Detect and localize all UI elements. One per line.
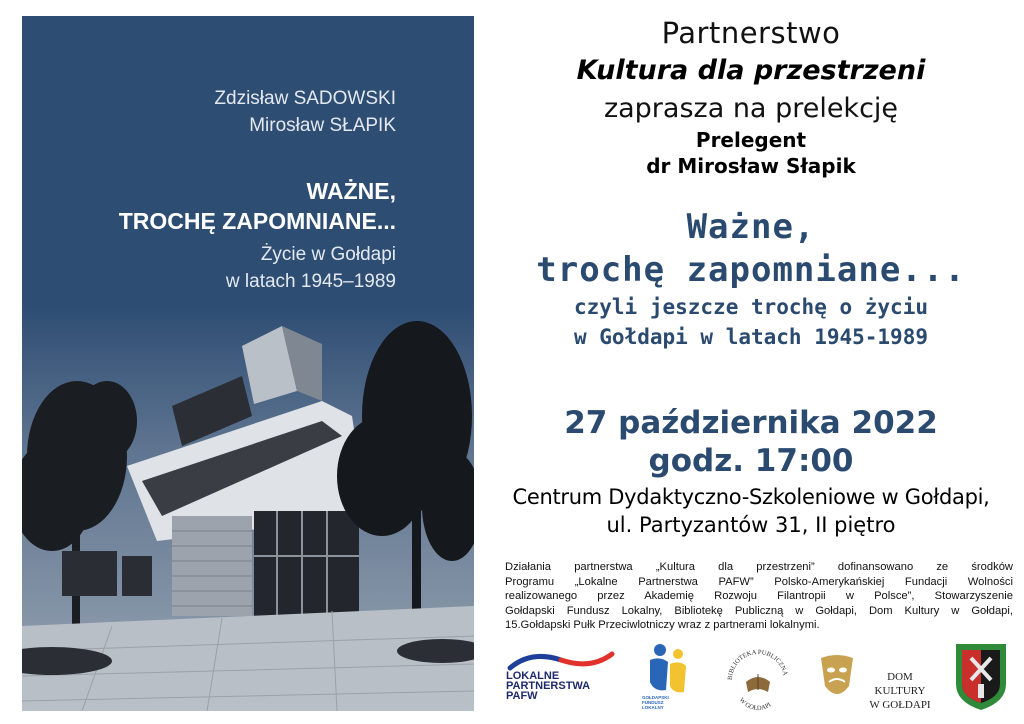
pafw-line-3: PAFW (506, 690, 538, 702)
pulk-shield-icon (953, 640, 1009, 712)
event-address: ul. Partyzantów 31, II piętro (606, 513, 896, 537)
biblioteka-city: W GOŁDAPI (737, 696, 773, 712)
lecture-title-line-1: Ważne, (686, 207, 816, 247)
dk-line-1: DOM KULTURY (874, 671, 926, 697)
gfl-line-1: GOŁDAPSKI (642, 695, 669, 700)
gfl-logo (640, 642, 696, 708)
funding-line: Programu „Lokalne Partnerstwa PAFW” Polsko-Amerykańskiej Fundacji Wolności (505, 575, 1013, 588)
cover-title-line-1: WAŻNE, (306, 178, 396, 204)
invitation-text: zaprasza na prelekcję (603, 93, 899, 124)
event-date: 27 października 2022 (564, 405, 938, 441)
speaker-label: Prelegent (695, 128, 807, 152)
lecture-title-line-2: trochę zapomniane... (536, 250, 966, 290)
cover-author-2: Mirosław SŁAPIK (249, 115, 396, 136)
dk-line-2: W GOŁDAPI (869, 699, 931, 711)
funding-note (505, 560, 1013, 633)
theatre-mask-icon (815, 650, 859, 708)
biblioteka-name: BIBLIOTEKA PUBLICZNA (726, 648, 789, 681)
funding-line: realizowanego przez Akademię Rozwoju Filantropii w Polsce”, Stowarzyszenie (505, 590, 1013, 602)
gfl-line-2: FUNDUSZ (642, 700, 664, 705)
cover-title-line-2: TROCHĘ ZAPOMNIANE... (118, 208, 396, 234)
lecture-subtitle-line-2: w Gołdapi w latach 1945-1989 (573, 325, 928, 349)
speaker-name: dr Mirosław Słapik (646, 154, 856, 178)
pafw-swoosh-icon (506, 650, 616, 672)
pafw-line-1: LOKALNE (506, 670, 560, 682)
funding-line: Gołdapski Fundusz Lokalny, Bibliotekę Publiczną w Gołdapi, Dom Kultury w Gołdapi, (505, 604, 1013, 617)
gfl-figures-icon (640, 642, 696, 694)
pafw-line-2: PARTNERSTWA (506, 680, 591, 692)
pulk-badge-logo (953, 640, 1009, 712)
book-cover (22, 16, 474, 711)
pafw-logo (506, 650, 616, 704)
biblioteka-emblem-icon (722, 642, 794, 712)
cover-author-1: Zdzisław SADOWSKI (214, 88, 396, 109)
svg-text:W GOŁDAPI (738, 697, 773, 712)
funding-line: Działania partnerstwa „Kultura dla przestrzeni” dofinansowano ze środków (505, 561, 1013, 573)
cover-subtitle-line-1: Życie w Gołdapi (260, 244, 396, 265)
cover-building-photo (22, 306, 474, 711)
biblioteka-logo (722, 642, 794, 712)
dom-kultury-logo (815, 650, 937, 710)
gfl-line-3: LOKALNY (642, 705, 664, 710)
lecture-subtitle-line-1: czyli jeszcze trochę o życiu (573, 295, 928, 319)
funding-line: 15.Gołdapski Pułk Przeciwlotniczy wraz z partnerami lokalnymi. (505, 619, 820, 631)
cover-subtitle-line-2: w latach 1945–1989 (225, 271, 396, 292)
partnership-label: Partnerstwo (661, 16, 841, 50)
event-time: godz. 17:00 (648, 443, 854, 479)
partnership-name: Kultura dla przestrzeni (576, 55, 926, 86)
event-venue: Centrum Dydaktyczno-Szkoleniowe w Gołdapi, (512, 485, 990, 509)
